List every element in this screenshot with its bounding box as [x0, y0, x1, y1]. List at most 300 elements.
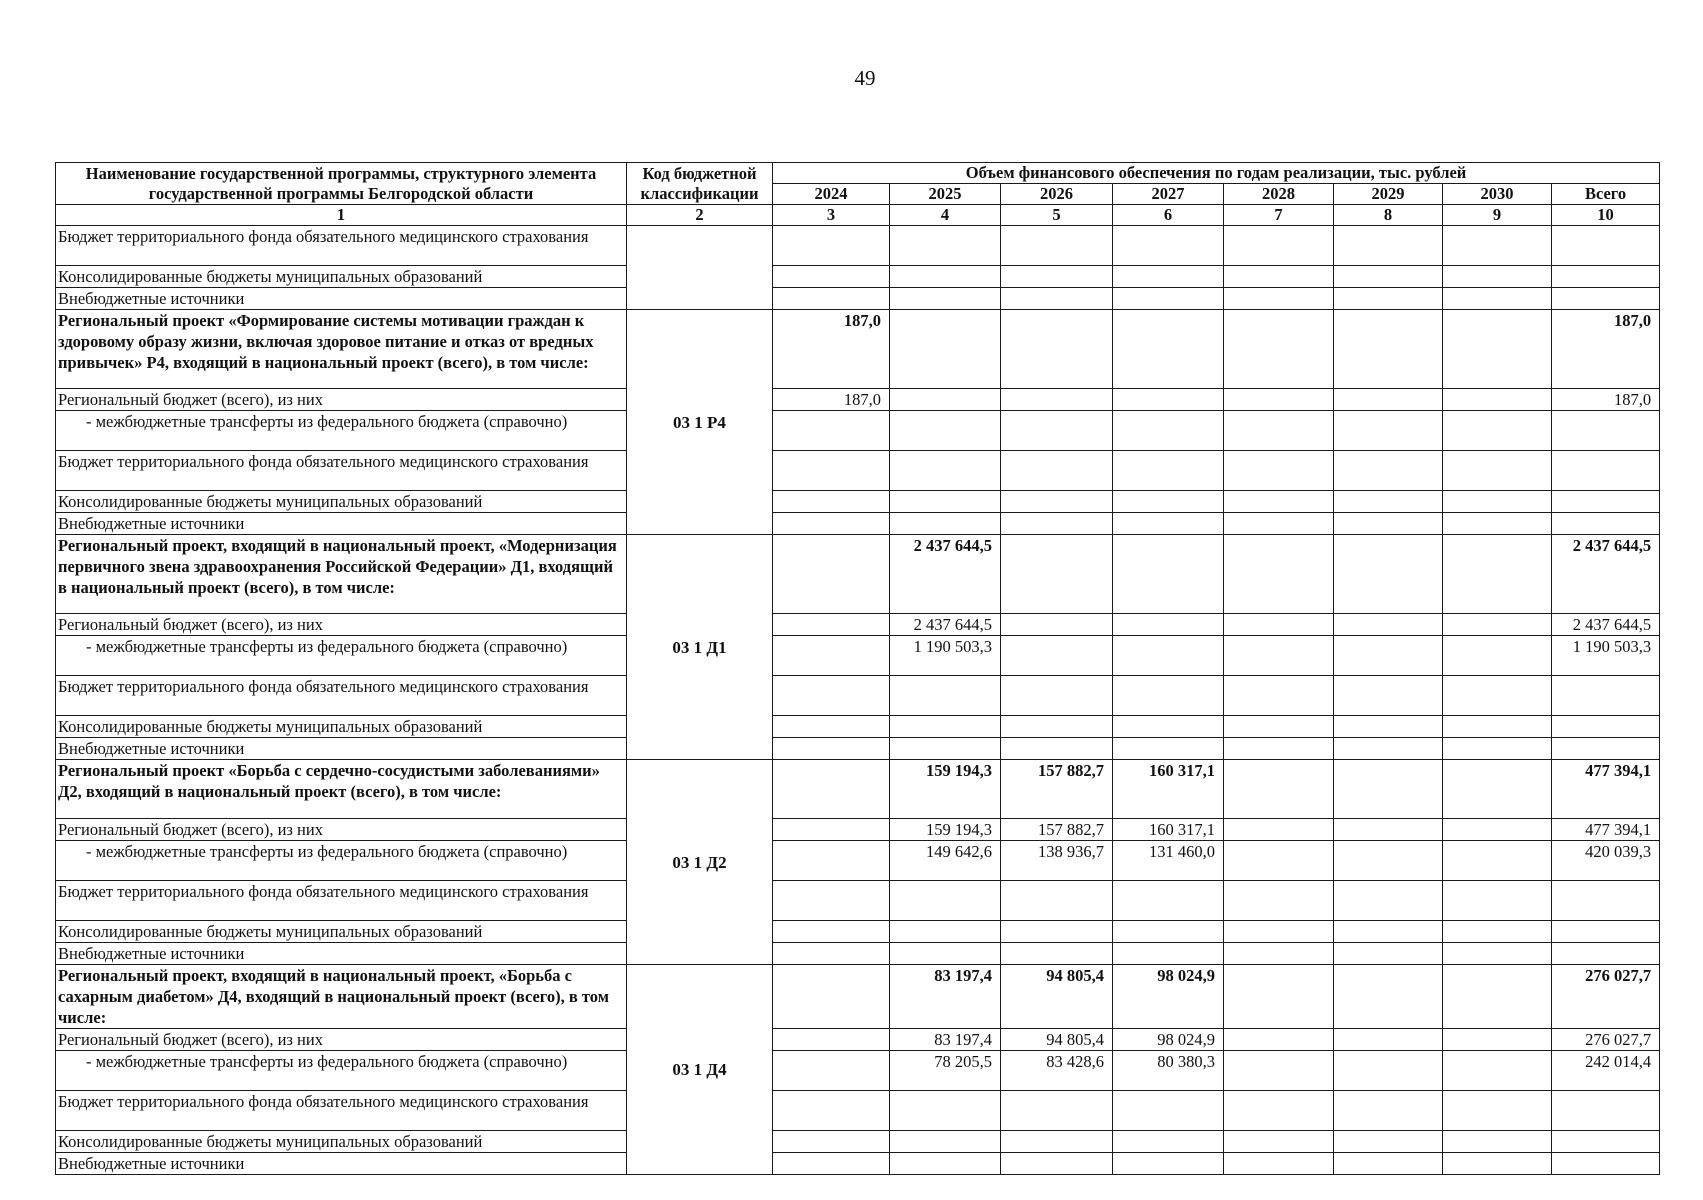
value-cell	[1113, 636, 1224, 676]
value-cell	[1224, 1131, 1334, 1153]
value-cell	[773, 451, 890, 491]
section-title-row	[56, 310, 1660, 389]
value-cell: 242 014,4	[1552, 1051, 1660, 1091]
table-row	[56, 614, 1660, 636]
table-row	[56, 716, 1660, 738]
value-cell	[773, 513, 890, 535]
value-cell	[1224, 738, 1334, 760]
value-cell: 83 428,6	[1001, 1051, 1113, 1091]
value-cell: 138 936,7	[1001, 841, 1113, 881]
column-number: 2	[627, 205, 773, 226]
row-label: Бюджет территориального фонда обязательного медицинского страхования	[56, 1091, 627, 1131]
value-cell	[773, 411, 890, 451]
value-cell	[1443, 1051, 1552, 1091]
row-label: Внебюджетные источники	[56, 738, 627, 760]
value-cell	[773, 491, 890, 513]
value-cell	[773, 760, 890, 819]
value-cell: 98 024,9	[1113, 1029, 1224, 1051]
budget-code: 03 1 Д4	[627, 965, 773, 1175]
value-cell	[890, 1153, 1001, 1175]
budget-code: 03 1 Д1	[627, 535, 773, 760]
column-number: 7	[1224, 205, 1334, 226]
section-title-row	[56, 535, 1660, 614]
row-label: Региональный бюджет (всего), из них	[56, 819, 627, 841]
budget-code: 03 1 Д2	[627, 760, 773, 965]
table-row	[56, 1153, 1660, 1175]
value-cell	[1224, 389, 1334, 411]
value-cell: 477 394,1	[1552, 760, 1660, 819]
value-cell	[1334, 921, 1443, 943]
value-cell	[1001, 266, 1113, 288]
value-cell	[1001, 389, 1113, 411]
value-cell: 2 437 644,5	[1552, 535, 1660, 614]
value-cell	[1334, 226, 1443, 266]
value-cell	[1001, 676, 1113, 716]
value-cell	[1001, 921, 1113, 943]
value-cell: 159 194,3	[890, 819, 1001, 841]
header-year: 2024	[773, 184, 890, 205]
row-label: - межбюджетные трансферты из федерального бюджета (справочно)	[56, 1051, 627, 1091]
value-cell	[1224, 310, 1334, 389]
value-cell	[890, 513, 1001, 535]
header-year: 2029	[1334, 184, 1443, 205]
value-cell	[1334, 738, 1443, 760]
value-cell	[1334, 881, 1443, 921]
funding-table	[55, 162, 1660, 1175]
value-cell	[1443, 1131, 1552, 1153]
value-cell	[1001, 535, 1113, 614]
table-row	[56, 881, 1660, 921]
row-label: Региональный бюджет (всего), из них	[56, 389, 627, 411]
table-row	[56, 1131, 1660, 1153]
value-cell	[1113, 943, 1224, 965]
value-cell	[1224, 513, 1334, 535]
row-label: Региональный бюджет (всего), из них	[56, 1029, 627, 1051]
value-cell	[773, 288, 890, 310]
value-cell	[1552, 716, 1660, 738]
value-cell: 420 039,3	[1552, 841, 1660, 881]
value-cell	[1443, 1153, 1552, 1175]
value-cell	[890, 451, 1001, 491]
value-cell: 276 027,7	[1552, 965, 1660, 1029]
value-cell	[890, 943, 1001, 965]
row-label: Консолидированные бюджеты муниципальных образований	[56, 1131, 627, 1153]
value-cell	[1443, 226, 1552, 266]
value-cell	[1001, 288, 1113, 310]
row-label: Бюджет территориального фонда обязательного медицинского страхования	[56, 676, 627, 716]
value-cell	[1113, 491, 1224, 513]
value-cell: 78 205,5	[890, 1051, 1001, 1091]
value-cell	[890, 716, 1001, 738]
value-cell	[1001, 411, 1113, 451]
row-label: Консолидированные бюджеты муниципальных образований	[56, 716, 627, 738]
value-cell	[890, 881, 1001, 921]
table-header	[56, 163, 1660, 226]
value-cell: 131 460,0	[1113, 841, 1224, 881]
value-cell	[1334, 1091, 1443, 1131]
row-label: Бюджет территориального фонда обязательного медицинского страхования	[56, 451, 627, 491]
value-cell	[1334, 760, 1443, 819]
value-cell	[1443, 451, 1552, 491]
value-cell	[773, 1029, 890, 1051]
row-label: Внебюджетные источники	[56, 943, 627, 965]
value-cell	[1224, 288, 1334, 310]
row-label: Бюджет территориального фонда обязательного медицинского страхования	[56, 881, 627, 921]
value-cell	[1001, 513, 1113, 535]
value-cell	[1552, 881, 1660, 921]
value-cell	[1224, 921, 1334, 943]
value-cell	[1113, 1153, 1224, 1175]
column-number: 8	[1334, 205, 1443, 226]
value-cell	[1443, 921, 1552, 943]
value-cell	[1224, 676, 1334, 716]
value-cell	[890, 288, 1001, 310]
value-cell	[1443, 614, 1552, 636]
value-cell	[1443, 943, 1552, 965]
value-cell	[1224, 491, 1334, 513]
table-row	[56, 1091, 1660, 1131]
value-cell	[1224, 411, 1334, 451]
value-cell	[1552, 1091, 1660, 1131]
value-cell	[1113, 738, 1224, 760]
value-cell: 80 380,3	[1113, 1051, 1224, 1091]
value-cell	[1443, 738, 1552, 760]
value-cell	[1113, 676, 1224, 716]
value-cell: 2 437 644,5	[890, 535, 1001, 614]
value-cell	[1224, 266, 1334, 288]
page-number: 49	[854, 66, 876, 90]
value-cell: 83 197,4	[890, 965, 1001, 1029]
value-cell	[773, 943, 890, 965]
value-cell	[1224, 535, 1334, 614]
value-cell	[1113, 1091, 1224, 1131]
header-year: Всего	[1552, 184, 1660, 205]
value-cell	[1552, 411, 1660, 451]
header-name: Наименование государственной программы, структурного элемента государственной программы Белгородской области	[56, 163, 627, 205]
column-number: 10	[1552, 205, 1660, 226]
value-cell	[773, 676, 890, 716]
value-cell	[1443, 288, 1552, 310]
value-cell	[1001, 943, 1113, 965]
row-label: - межбюджетные трансферты из федерального бюджета (справочно)	[56, 841, 627, 881]
column-number: 3	[773, 205, 890, 226]
row-label: Бюджет территориального фонда обязательного медицинского страхования	[56, 226, 627, 266]
value-cell	[773, 1091, 890, 1131]
value-cell: 2 437 644,5	[890, 614, 1001, 636]
value-cell	[1334, 491, 1443, 513]
value-cell	[890, 676, 1001, 716]
value-cell	[1443, 1029, 1552, 1051]
value-cell	[1334, 266, 1443, 288]
table-row	[56, 636, 1660, 676]
value-cell	[1224, 965, 1334, 1029]
header-year: 2026	[1001, 184, 1113, 205]
section-title: Региональный проект «Борьба с сердечно-сосудистыми заболеваниями» Д2, входящий в национальный проект (всего), в том числе:	[56, 760, 627, 819]
value-cell	[1443, 389, 1552, 411]
value-cell	[1224, 1051, 1334, 1091]
section-title: Региональный проект, входящий в национальный проект, «Модернизация первичного звена здравоохранения Российской Федерации» Д1, входящий в национальный проект (всего), в том числе:	[56, 535, 627, 614]
value-cell	[1334, 310, 1443, 389]
table-row	[56, 491, 1660, 513]
value-cell: 94 805,4	[1001, 965, 1113, 1029]
value-cell	[1552, 226, 1660, 266]
value-cell	[1443, 676, 1552, 716]
row-label: Консолидированные бюджеты муниципальных образований	[56, 921, 627, 943]
value-cell	[1334, 943, 1443, 965]
value-cell	[1443, 965, 1552, 1029]
value-cell	[1001, 614, 1113, 636]
value-cell	[1443, 841, 1552, 881]
value-cell	[1552, 943, 1660, 965]
value-cell	[890, 1131, 1001, 1153]
value-cell	[773, 819, 890, 841]
value-cell: 187,0	[1552, 310, 1660, 389]
value-cell	[773, 921, 890, 943]
value-cell	[1552, 921, 1660, 943]
value-cell	[1001, 226, 1113, 266]
value-cell: 276 027,7	[1552, 1029, 1660, 1051]
table-row	[56, 819, 1660, 841]
value-cell	[1443, 881, 1552, 921]
value-cell	[890, 491, 1001, 513]
value-cell	[773, 1131, 890, 1153]
value-cell	[1334, 535, 1443, 614]
value-cell	[1443, 636, 1552, 676]
header-year: 2030	[1443, 184, 1552, 205]
table-row	[56, 921, 1660, 943]
value-cell	[1552, 1131, 1660, 1153]
value-cell	[1001, 491, 1113, 513]
value-cell	[773, 881, 890, 921]
table-row	[56, 389, 1660, 411]
row-label: - межбюджетные трансферты из федерального бюджета (справочно)	[56, 636, 627, 676]
section-title: Региональный проект «Формирование системы мотивации граждан к здоровому образу жизни, включая здоровое питание и отказ от вредных привычек» Р4, входящий в национальный проект (всего), в том числе:	[56, 310, 627, 389]
value-cell: 1 190 503,3	[1552, 636, 1660, 676]
value-cell	[1113, 389, 1224, 411]
column-number: 5	[1001, 205, 1113, 226]
value-cell	[1334, 716, 1443, 738]
value-cell	[1443, 310, 1552, 389]
value-cell	[1334, 1051, 1443, 1091]
value-cell	[1224, 451, 1334, 491]
value-cell	[1552, 738, 1660, 760]
value-cell	[773, 266, 890, 288]
value-cell	[1001, 1153, 1113, 1175]
value-cell	[1113, 921, 1224, 943]
value-cell: 1 190 503,3	[890, 636, 1001, 676]
value-cell	[1001, 1091, 1113, 1131]
value-cell	[1552, 1153, 1660, 1175]
table-row	[56, 943, 1660, 965]
value-cell	[1224, 760, 1334, 819]
value-cell: 83 197,4	[890, 1029, 1001, 1051]
value-cell: 187,0	[1552, 389, 1660, 411]
value-cell	[1113, 716, 1224, 738]
value-cell	[890, 1091, 1001, 1131]
table-row	[56, 841, 1660, 881]
value-cell	[1001, 310, 1113, 389]
value-cell	[1443, 1091, 1552, 1131]
value-cell	[1001, 881, 1113, 921]
value-cell: 160 317,1	[1113, 760, 1224, 819]
value-cell	[773, 1153, 890, 1175]
table-row	[56, 513, 1660, 535]
value-cell	[1224, 614, 1334, 636]
column-number: 6	[1113, 205, 1224, 226]
value-cell: 157 882,7	[1001, 819, 1113, 841]
value-cell: 187,0	[773, 310, 890, 389]
value-cell	[1113, 288, 1224, 310]
value-cell	[773, 738, 890, 760]
value-cell	[1001, 716, 1113, 738]
value-cell	[1443, 513, 1552, 535]
section-title-row	[56, 760, 1660, 819]
row-label: Внебюджетные источники	[56, 288, 627, 310]
value-cell	[1334, 288, 1443, 310]
value-cell	[1113, 451, 1224, 491]
value-cell	[1334, 1029, 1443, 1051]
value-cell	[1224, 716, 1334, 738]
row-label: Внебюджетные источники	[56, 513, 627, 535]
value-cell	[1334, 841, 1443, 881]
value-cell: 149 642,6	[890, 841, 1001, 881]
value-cell: 159 194,3	[890, 760, 1001, 819]
value-cell	[1113, 1131, 1224, 1153]
value-cell	[1113, 513, 1224, 535]
budget-code: 03 1 Р4	[627, 310, 773, 535]
budget-code-cell	[627, 226, 773, 310]
value-cell: 98 024,9	[1113, 965, 1224, 1029]
table-row	[56, 226, 1660, 266]
value-cell	[1334, 1153, 1443, 1175]
value-cell	[1224, 1091, 1334, 1131]
table-row	[56, 411, 1660, 451]
value-cell	[1552, 513, 1660, 535]
value-cell	[1113, 614, 1224, 636]
value-cell	[1113, 266, 1224, 288]
value-cell	[1334, 513, 1443, 535]
value-cell	[1552, 451, 1660, 491]
column-number: 4	[890, 205, 1001, 226]
value-cell	[1334, 636, 1443, 676]
value-cell	[1334, 965, 1443, 1029]
value-cell	[1334, 389, 1443, 411]
value-cell	[1443, 760, 1552, 819]
value-cell	[890, 226, 1001, 266]
value-cell	[773, 614, 890, 636]
table-body	[56, 226, 1660, 1175]
value-cell	[1224, 819, 1334, 841]
value-cell	[1113, 535, 1224, 614]
header-year: 2028	[1224, 184, 1334, 205]
value-cell	[773, 965, 890, 1029]
value-cell	[1443, 716, 1552, 738]
value-cell	[1443, 491, 1552, 513]
row-label: Консолидированные бюджеты муниципальных образований	[56, 266, 627, 288]
value-cell	[1443, 266, 1552, 288]
value-cell	[1224, 1153, 1334, 1175]
value-cell	[890, 738, 1001, 760]
value-cell	[1001, 738, 1113, 760]
value-cell	[1334, 1131, 1443, 1153]
value-cell: 160 317,1	[1113, 819, 1224, 841]
header-year: 2025	[890, 184, 1001, 205]
value-cell	[1113, 881, 1224, 921]
value-cell	[1224, 1029, 1334, 1051]
section-title-row	[56, 965, 1660, 1029]
value-cell: 477 394,1	[1552, 819, 1660, 841]
value-cell	[1224, 841, 1334, 881]
value-cell	[1224, 881, 1334, 921]
value-cell	[1443, 535, 1552, 614]
table-row	[56, 288, 1660, 310]
value-cell	[773, 716, 890, 738]
row-label: Внебюджетные источники	[56, 1153, 627, 1175]
value-cell: 94 805,4	[1001, 1029, 1113, 1051]
header-funding: Объем финансового обеспечения по годам реализации, тыс. рублей	[773, 163, 1660, 184]
value-cell	[1001, 636, 1113, 676]
value-cell: 187,0	[773, 389, 890, 411]
value-cell	[1552, 491, 1660, 513]
value-cell	[773, 636, 890, 676]
value-cell	[890, 266, 1001, 288]
value-cell	[1443, 819, 1552, 841]
value-cell	[1113, 411, 1224, 451]
value-cell	[1224, 636, 1334, 676]
header-year: 2027	[1113, 184, 1224, 205]
table-row	[56, 738, 1660, 760]
value-cell	[890, 411, 1001, 451]
value-cell	[773, 535, 890, 614]
value-cell	[773, 226, 890, 266]
value-cell	[1443, 411, 1552, 451]
value-cell	[1552, 676, 1660, 716]
value-cell	[1224, 943, 1334, 965]
value-cell	[1113, 310, 1224, 389]
value-cell	[1224, 226, 1334, 266]
value-cell: 2 437 644,5	[1552, 614, 1660, 636]
value-cell	[1334, 676, 1443, 716]
row-label: - межбюджетные трансферты из федерального бюджета (справочно)	[56, 411, 627, 451]
value-cell	[1001, 451, 1113, 491]
value-cell	[890, 921, 1001, 943]
value-cell	[1334, 614, 1443, 636]
row-label: Региональный бюджет (всего), из них	[56, 614, 627, 636]
table-row	[56, 451, 1660, 491]
value-cell	[1001, 1131, 1113, 1153]
column-number: 1	[56, 205, 627, 226]
table-row	[56, 1051, 1660, 1091]
value-cell: 157 882,7	[1001, 760, 1113, 819]
table-row	[56, 266, 1660, 288]
value-cell	[890, 389, 1001, 411]
table-row	[56, 1029, 1660, 1051]
table-row	[56, 676, 1660, 716]
value-cell	[1334, 411, 1443, 451]
value-cell	[1113, 226, 1224, 266]
section-title: Региональный проект, входящий в национальный проект, «Борьба с сахарным диабетом» Д4, входящий в национальный проект (всего), в том числе:	[56, 965, 627, 1029]
value-cell	[1552, 266, 1660, 288]
value-cell	[890, 310, 1001, 389]
value-cell	[1552, 288, 1660, 310]
value-cell	[773, 841, 890, 881]
value-cell	[1334, 819, 1443, 841]
value-cell	[1334, 451, 1443, 491]
header-code: Код бюджетной классификации	[627, 163, 773, 205]
column-number: 9	[1443, 205, 1552, 226]
value-cell	[773, 1051, 890, 1091]
row-label: Консолидированные бюджеты муниципальных образований	[56, 491, 627, 513]
